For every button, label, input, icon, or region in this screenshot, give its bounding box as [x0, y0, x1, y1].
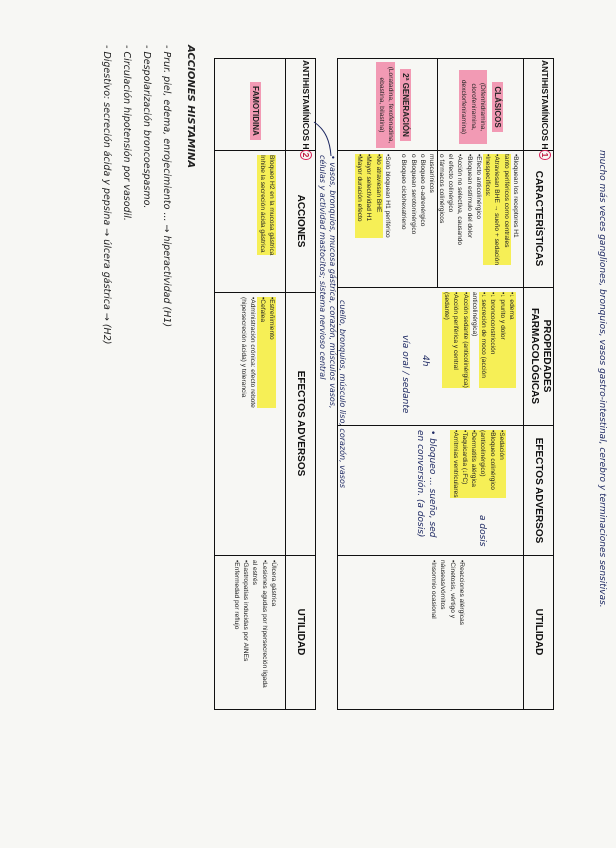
list-item: •Taquicardia (↓FC)	[460, 430, 469, 498]
list-item: •Lesiones agudas por hipersecreción ligada	[260, 560, 268, 688]
list-item: •Enfermedad por reflujo	[232, 560, 240, 630]
list-item: Inhibe la secreción ácida gástrica	[257, 155, 266, 255]
list-item: •Cinetosis, vértigo y	[448, 560, 456, 619]
list-item: •Mayor duración efecto	[355, 154, 364, 238]
bottom-note-line: - Circulación hipotensión por vasodil.	[121, 45, 132, 221]
list-item: (sedante)	[442, 292, 451, 388]
prop-note-2: vía oral / sedante	[400, 335, 410, 414]
list-item: •Administración crónica: efecto rebote	[249, 297, 257, 408]
efectos-adversos-list	[450, 430, 506, 498]
hand-note-between-2: células y actividad mastocitos; sistema nervioso central	[318, 155, 327, 380]
list-item: •Bloquean los receptores H1	[512, 154, 519, 238]
bottom-note-line: - Digestivo: secreción ácida y pepsina → úlcera gástrica → (H2)	[101, 45, 112, 345]
efectos-h2-list	[239, 297, 276, 408]
list-item: •Efecto anticolinérgico	[474, 154, 482, 219]
header-utilidad-h2: UTILIDAD	[295, 608, 306, 656]
list-item: •Bloqueo colinérgico	[487, 430, 496, 498]
list-item: (anticolinérgico)	[478, 430, 487, 498]
list-item: •Acción no selectiva, causando	[456, 154, 464, 246]
list-item: •↓ broncoconstricción	[488, 292, 497, 388]
arrow-icon	[312, 120, 334, 160]
list-item: •Solo bloquean H1 periférico	[384, 154, 391, 238]
efectos-side-note: a dosis	[477, 515, 487, 547]
efectos-note-2: en conversión. (a dosis)	[415, 430, 425, 538]
list-item: muscarínicos	[428, 154, 436, 193]
list-item: •Insomnio ocasional	[430, 560, 438, 619]
list-item: al estrés	[251, 560, 259, 585]
header-antihist-h2: ANTIHISTAMÍNICOS H2	[301, 60, 311, 148]
utilidad-h2-list	[232, 560, 278, 688]
list-item: •No atraviesan BHE	[373, 154, 382, 238]
list-item: •Sedación	[497, 430, 506, 498]
utilidad-list	[429, 560, 466, 625]
list-item: náuseas/vómitos	[439, 560, 447, 610]
efectos-note-1: • bloqueo ... sueño, sed	[427, 430, 437, 538]
list-item: •Cefalea	[257, 297, 266, 408]
clasicos-label: CLÁSICOS	[492, 82, 503, 131]
bottom-notes-title: ACCIONES HISTAMINA	[185, 45, 196, 169]
list-item: o fármacos colinérgicos	[437, 154, 445, 224]
list-item: •Reacciones alérgicas	[458, 560, 465, 625]
bottom-notes-body	[96, 45, 176, 344]
bottom-note-line: - Prur. piel, edema, enrojecimiento ... → hiperactividad (H1)	[161, 45, 172, 328]
list-item: •Atraviesan BHE → sueño + sedación	[493, 154, 501, 265]
list-item: •Inespecíficos:	[483, 154, 492, 265]
list-item: •↓ edema	[507, 292, 516, 388]
list-item: •Mayor selectividad H1	[364, 154, 373, 238]
clasicos-group	[459, 70, 508, 144]
list-item: •Gastropatías inducidas por AINEs	[242, 560, 250, 662]
list-item: o Bloquean serotoninérgico	[409, 154, 417, 235]
list-item: (hipersecreción ácida) y tolerancia	[240, 297, 248, 398]
clasicos-desc-1: (Difenhidramina,	[478, 70, 487, 144]
list-item: •↓ prurito y dolor	[497, 292, 506, 388]
clasicos-desc-3: dexclorfeniramina)	[459, 70, 468, 144]
acciones-h2-list	[257, 155, 276, 255]
hand-note-between-1: • vasos, bronquios, mucosa gástrica, corazón, músculos vasos,	[328, 155, 337, 409]
header-utilidad: UTILIDAD	[533, 608, 544, 656]
header-efectos-adversos-h2: EFECTOS ADVERSOS	[295, 370, 306, 477]
list-item: anticolinérgica)	[470, 292, 478, 337]
list-item: tanto periféricos como centrales	[501, 154, 510, 265]
list-item: •Acción periférica y central	[451, 292, 460, 388]
list-item: •Acción sedante (anticolinérgica)	[461, 292, 469, 388]
list-item: •↓ secreción de moco (acción	[479, 292, 488, 388]
clasicos-desc-2: clorofeniramina,	[468, 70, 477, 144]
list-item: el efecto colinérgico	[446, 154, 454, 213]
segunda-desc-2: ebastina, bilastina)	[376, 62, 385, 148]
list-item: o Bloqueo ciclohexatrieno	[400, 154, 408, 230]
bottom-note-line: - Despolarización broncoespasmo.	[141, 45, 152, 209]
prop-note-1: 4h	[420, 355, 430, 367]
famotidina-label: FAMOTIDINA	[250, 82, 261, 140]
header-efectos-adversos: EFECTOS ADVERSOS	[533, 437, 544, 544]
list-item: o Bloqueo α-adrenérgico	[419, 154, 427, 227]
list-item: •Dermatitis alérgica	[469, 430, 478, 498]
list-item: •Arritmias ventriculares	[451, 430, 459, 498]
top-handwritten-note: mucho más veces gangliones, bronquios, vasos gastro-intestinal, cerebro y terminaciones sensitivas.	[597, 150, 607, 608]
caract-segunda-list	[355, 154, 392, 238]
list-item: Bloqueo H2 en la mucosa gástrica	[268, 155, 275, 256]
header-caracteristicas: CARACTERÍSTICAS	[533, 170, 544, 267]
header-antihist-h1: ANTIHISTAMÍNICOS H1	[540, 60, 550, 148]
header-acciones: ACCIONES	[295, 194, 306, 248]
segunda-generacion-group	[376, 62, 416, 148]
header-propiedades: PROPIEDADES FARMACOLÓGICAS	[529, 307, 552, 405]
propiedades-list	[442, 292, 516, 388]
list-item: •Úlcera gástrica	[270, 560, 277, 607]
segunda-desc-1: (Loratadina, fexofenadina,	[386, 62, 395, 148]
list-item: •Estreñimiento	[267, 297, 276, 408]
caract-clasicos-list	[399, 154, 520, 265]
hand-note-top: cuello, bronquios, músculo liso, corazón, vasos	[338, 300, 347, 489]
segunda-label: 2ª GENERACIÓN	[400, 69, 411, 141]
list-item: •Bloquean estímulo del dolor	[465, 154, 473, 239]
